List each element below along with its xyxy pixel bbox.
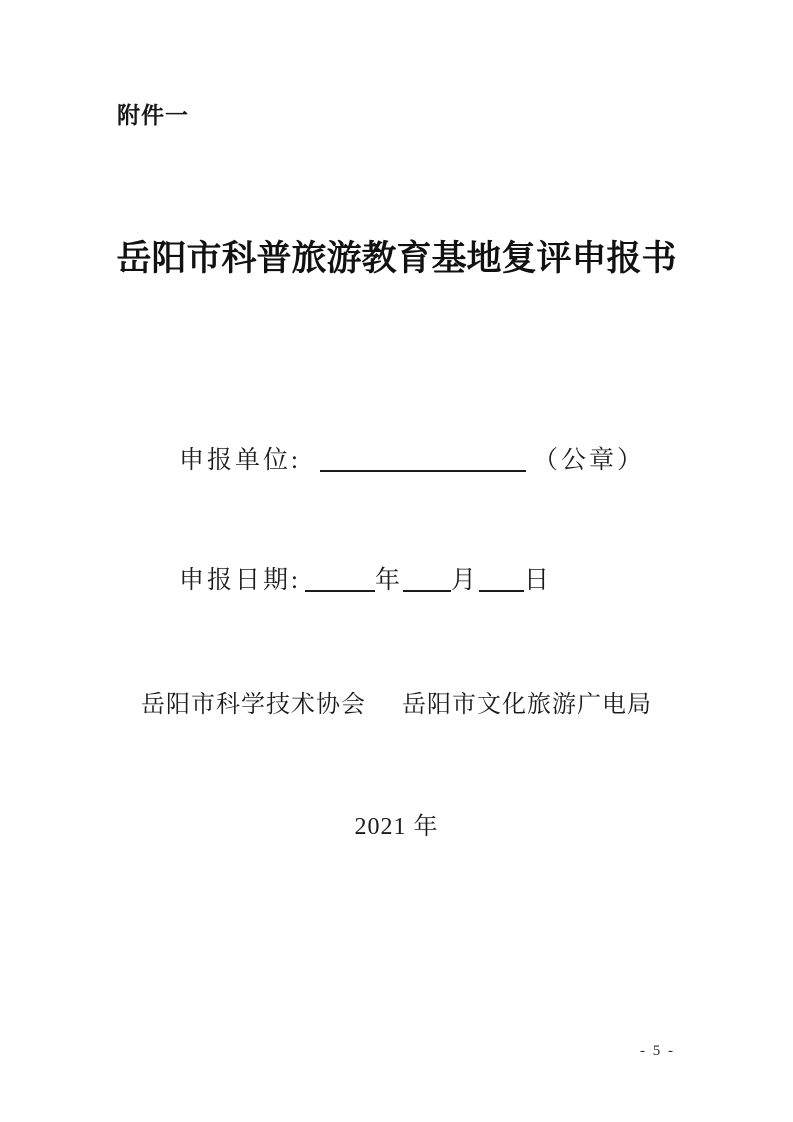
- month-blank-field: [403, 590, 451, 592]
- applicant-unit-line: [179, 446, 645, 476]
- document-title: 岳阳市科普旅游教育基地复评申报书: [116, 239, 677, 278]
- year-character: 年: [374, 567, 403, 594]
- applicant-unit-label: 申报单位:: [179, 447, 301, 474]
- official-seal-note: （公章）: [532, 447, 645, 474]
- application-date-label: 申报日期:: [179, 567, 301, 594]
- page-number: - 5 -: [640, 1043, 675, 1059]
- issuer-science-association: 岳阳市科学技术协会: [141, 692, 366, 718]
- publication-year-line: 2021 年: [354, 814, 439, 840]
- issuing-organizations-line: [0, 691, 793, 720]
- day-character: 日: [523, 567, 552, 594]
- month-character: 月: [450, 567, 479, 594]
- issuer-culture-tourism-bureau: 岳阳市文化旅游广电局: [402, 692, 652, 718]
- applicant-unit-blank-field: [320, 470, 526, 472]
- year-blank-field: [305, 590, 375, 592]
- attachment-label: 附件一: [117, 102, 189, 128]
- day-blank-field: [479, 590, 524, 592]
- application-date-line: [179, 566, 552, 596]
